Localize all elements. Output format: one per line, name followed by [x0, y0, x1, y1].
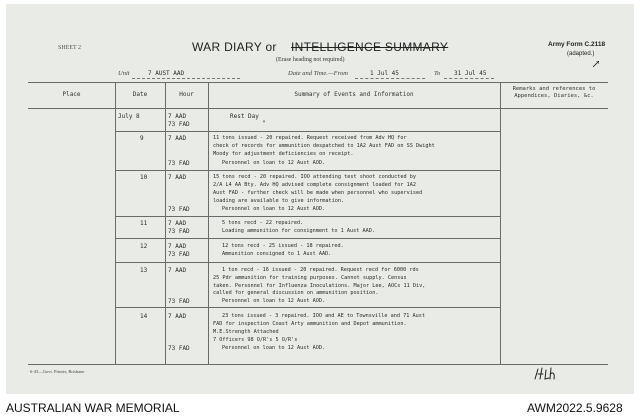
- row-rule: [115, 131, 500, 132]
- entry-hour: 7 AAD: [168, 174, 187, 181]
- entry-date: 13: [140, 267, 148, 274]
- entry-line: 7 Officers 98 O/R's 5 O/R's: [213, 337, 298, 343]
- entry-hour: 73 FAD: [168, 298, 190, 305]
- row-rule: [115, 170, 500, 171]
- entry-line: 15 tons recd - 20 repaired. IOO attending test shoot conducted by: [213, 174, 417, 180]
- entry-line: 11 tons issued - 20 repaired. Request received from Adv HQ for: [213, 135, 407, 141]
- entry-line: taken. Personnel for Influenza Inoculations. Major Lee, AOCs 11 Div,: [213, 283, 426, 289]
- entry-hour: 7 AAD: [168, 220, 187, 227]
- row-rule: [115, 262, 500, 263]
- title-intelligence-summary: INTELLIGENCE SUMMARY: [291, 40, 449, 54]
- to-label: To: [434, 70, 441, 77]
- entry-line: Personnel on loan to 12 Aust AOD.: [222, 160, 326, 166]
- title-war-diary: WAR DIARY or: [192, 40, 277, 54]
- entry-line: ": [262, 120, 266, 127]
- entry-line: Personnel on loan to 12 Aust AOD.: [222, 206, 326, 212]
- col-rule-hour: [208, 82, 209, 365]
- to-date: 31 Jul 45: [454, 70, 487, 77]
- entry-line: Loading ammunition for consignment to 1 Aust AAD.: [222, 228, 376, 234]
- col-rule-summary: [500, 82, 501, 365]
- unit-value: 7 AUST AAD: [148, 70, 185, 77]
- entry-line: 5 tons recd - 22 repaired.: [222, 220, 304, 226]
- entry-line: 25 Pdr ammunition for training purposes. Cannot supply. Census: [213, 275, 407, 281]
- entry-line: Rest Day: [230, 113, 259, 120]
- entry-hour: 7 AAD: [168, 267, 187, 274]
- col-header-date: Date: [132, 91, 148, 98]
- unit-dotted-line: [132, 78, 240, 79]
- entry-line: 2/A L4 AA Bty. Adv HQ advised complete consignment loaded for 1A2: [213, 182, 417, 188]
- accession-number: AWM2022.5.9628: [527, 401, 623, 415]
- caption-bar: [0, 396, 640, 420]
- entry-line: 23 tons issued - 3 repaired. IOO and AE to Townsville and 71 Aust: [222, 313, 426, 319]
- col-header-place: Place: [62, 91, 81, 98]
- entry-date: July 8: [118, 113, 140, 120]
- handwritten-initials-icon: [533, 366, 563, 382]
- entry-hour: 7 AAD: [168, 113, 187, 120]
- to-dotted-line: [444, 78, 494, 79]
- entry-line: Moody for adjustment deficiencies on receipt.: [213, 151, 354, 157]
- col-header-hour: Hour: [179, 91, 194, 98]
- entry-date: 10: [140, 174, 148, 181]
- entry-hour: 7 AAD: [168, 135, 187, 142]
- entry-line: 1 ton recd - 16 issued - 20 repaired. Request recd for 6000 rds: [222, 267, 419, 273]
- row-rule: [115, 307, 500, 308]
- army-form-adapted: (adapted.): [567, 51, 595, 57]
- army-form-label: Army Form C.2118: [548, 41, 606, 48]
- entry-hour: 7 AAD: [168, 243, 187, 250]
- entry-line: Personnel on loan to 12 Aust AOD.: [222, 345, 326, 351]
- col-rule-date: [165, 82, 166, 365]
- col-header-remarks: Remarks and references to Appendices, Diaries, &c.: [512, 86, 596, 99]
- source-label: AUSTRALIAN WAR MEMORIAL: [6, 401, 180, 415]
- entry-hour: 73 FAD: [168, 121, 190, 128]
- entry-hour: 73 FAD: [168, 228, 190, 235]
- entry-hour: 73 FAD: [168, 206, 190, 213]
- entry-date: 12: [140, 243, 148, 250]
- date-time-label: Date and Time.—From: [288, 70, 348, 77]
- entry-line: loading are available to give information.: [213, 198, 345, 204]
- entry-hour: 73 FAD: [168, 160, 190, 167]
- from-date: 1 Jul 45: [370, 70, 399, 77]
- entry-hour: 73 FAD: [168, 345, 190, 352]
- entry-line: called for general discussion on ammunition position.: [213, 290, 379, 296]
- entry-line: M.E.Strength Attached: [213, 329, 279, 335]
- entry-date: 9: [140, 135, 144, 142]
- unit-label: Unit: [118, 70, 130, 77]
- sheet-ref: SHEET 2: [58, 45, 82, 51]
- corner-arrow-icon: [593, 52, 599, 58]
- printer-note: 6-43—Govt. Printer, Brisbane: [30, 369, 85, 374]
- from-dotted-line: [355, 78, 425, 79]
- entry-line: FAD for inspection Coast Arty ammunition and Depot ammunition.: [213, 321, 407, 327]
- entry-line: 12 tons recd - 25 issued - 18 repaired.: [222, 243, 344, 249]
- table-bottom-rule: [28, 364, 608, 365]
- row-rule: [115, 238, 500, 239]
- entry-hour: 7 AAD: [168, 313, 187, 320]
- entry-date: 14: [140, 313, 148, 320]
- entry-line: Aust FAD - further check will be made when personnel who supervised: [213, 190, 423, 196]
- entry-line: Personnel on loan to 12 Aust AOD.: [222, 298, 326, 304]
- row-rule: [115, 216, 500, 217]
- entry-line: Ammunition consigned to 1 Aust AAD.: [222, 251, 332, 257]
- entry-hour: 73 FAD: [168, 251, 190, 258]
- entry-line: check of records for ammunition despatched to 1A2 Aust FAD on SS Dwight: [213, 143, 435, 149]
- col-rule-place: [115, 82, 116, 365]
- erase-note: (Erase heading not required): [276, 57, 345, 63]
- col-header-summary: Summary of Events and Information: [294, 91, 414, 98]
- entry-date: 11: [140, 220, 148, 227]
